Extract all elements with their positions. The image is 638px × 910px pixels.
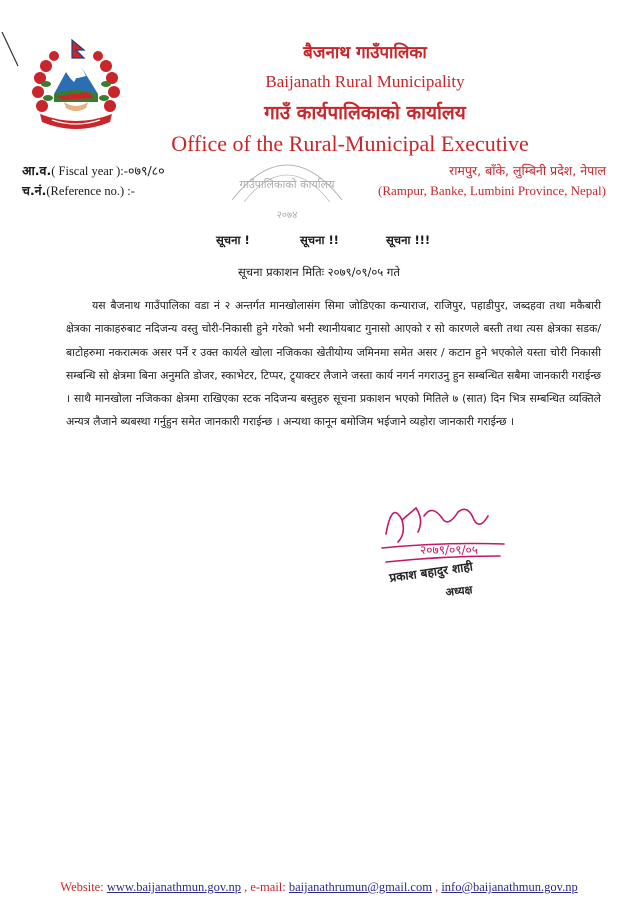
fiscal-year-label-np: आ.व. xyxy=(22,163,52,178)
notice-heading-3: सूचना !!! xyxy=(386,233,431,247)
address-en: (Rampur, Banke, Lumbini Province, Nepal) xyxy=(377,183,606,198)
nepal-emblem-icon xyxy=(28,36,124,132)
email-link-2[interactable]: info@baijanathmun.gov.np xyxy=(441,880,578,894)
municipality-name-np: बैजनाथ गाउँपालिका xyxy=(303,43,427,63)
website-link[interactable]: www.baijanathmun.gov.np xyxy=(106,880,241,894)
publish-date: सूचना प्रकाशन मितिः २०७९/०९/०५ गते xyxy=(238,265,400,279)
office-stamp xyxy=(222,140,352,230)
stamp-text: गाउँपालिकाको कार्यालय xyxy=(239,178,335,191)
email-link-1[interactable]: baijanathrumun@gmail.com xyxy=(288,880,432,894)
notice-heading-2: सूचना !! xyxy=(300,233,339,247)
fiscal-year-line xyxy=(22,162,165,179)
corner-mark xyxy=(0,30,22,70)
notice-heading-1: सूचना ! xyxy=(216,233,250,247)
office-name-en: Office of the Rural-Municipal Executive xyxy=(171,131,529,156)
reference-line xyxy=(22,182,135,199)
reference-label-np: च.नं. xyxy=(22,183,47,198)
reference-label-en: (Reference no.) :- xyxy=(46,184,135,198)
website-label: Website: xyxy=(60,880,107,894)
office-name-np: गाउँ कार्यपालिकाको कार्यालय xyxy=(264,102,466,124)
signature xyxy=(372,490,522,600)
footer-contact xyxy=(0,880,638,895)
signatory-name: प्रकाश बहादुर शाही xyxy=(388,559,474,585)
signature-date: २०७९/०९/०५ xyxy=(420,543,479,557)
signatory-title: अध्यक्ष xyxy=(444,583,473,599)
email-label: , e-mail: xyxy=(240,880,289,894)
fiscal-year-value: ०७९/८० xyxy=(127,163,165,178)
notice-body: यस बैजनाथ गाउँपालिका वडा नं २ अन्तर्गत मानखोलासंग सिमा जोडिएका कन्याराज, राजिपुर, पहाडीपुर, जब्दहवा तथा मकैबारी क्षेत्रका नाकाहरुबाट नदिजन्य वस्तु चोरी-निकासी हुने गरेको भनी स्थानीयबाट गुनासो आएको र सो कारणले बस्ती तथा त्यस क्षेत्रका सडक/ बाटोहरुमा नकरात्मक असर पर्ने र उक्त कार्यले खोला नजिकका खेतीयोग्य जमिनमा समेत असर / कटान हुने भएकोले यस्ता चोरी निकासी सम्बन्धि सो क्षेत्रमा बिना अनुमति डोजर, स्काभेटर, टिप्पर, ट्र्याक्टर लैजाने जस्ता कार्य नगर्न नगराउनु हुन सम्बन्धित सबैमा जानकारी गराईन्छ । साथै मानखोला नजिकका क्षेत्रमा राखिएका स्टक नदिजन्य बस्तुहरु सूचना प्रकाशन भएको मितिले ७ (सात) दिन भित्र सम्बन्धित व्यक्तिले अन्यत्र लैजाने ब्यबस्था गर्नुहुन समेत जानकारी गराईन्छ । अन्यथा कानून बमोजिम भईजाने व्यहोरा जानकारी गराईन्छ । xyxy=(66,299,601,429)
municipality-name-en: Baijanath Rural Municipality xyxy=(265,72,465,91)
email-separator: , xyxy=(431,880,442,894)
fiscal-year-label-en: ( Fiscal year ):- xyxy=(51,164,128,178)
stamp-year: २०७४ xyxy=(276,210,298,221)
address-np: रामपुर, बाँके, लुम्बिनी प्रदेश, नेपाल xyxy=(449,163,606,178)
